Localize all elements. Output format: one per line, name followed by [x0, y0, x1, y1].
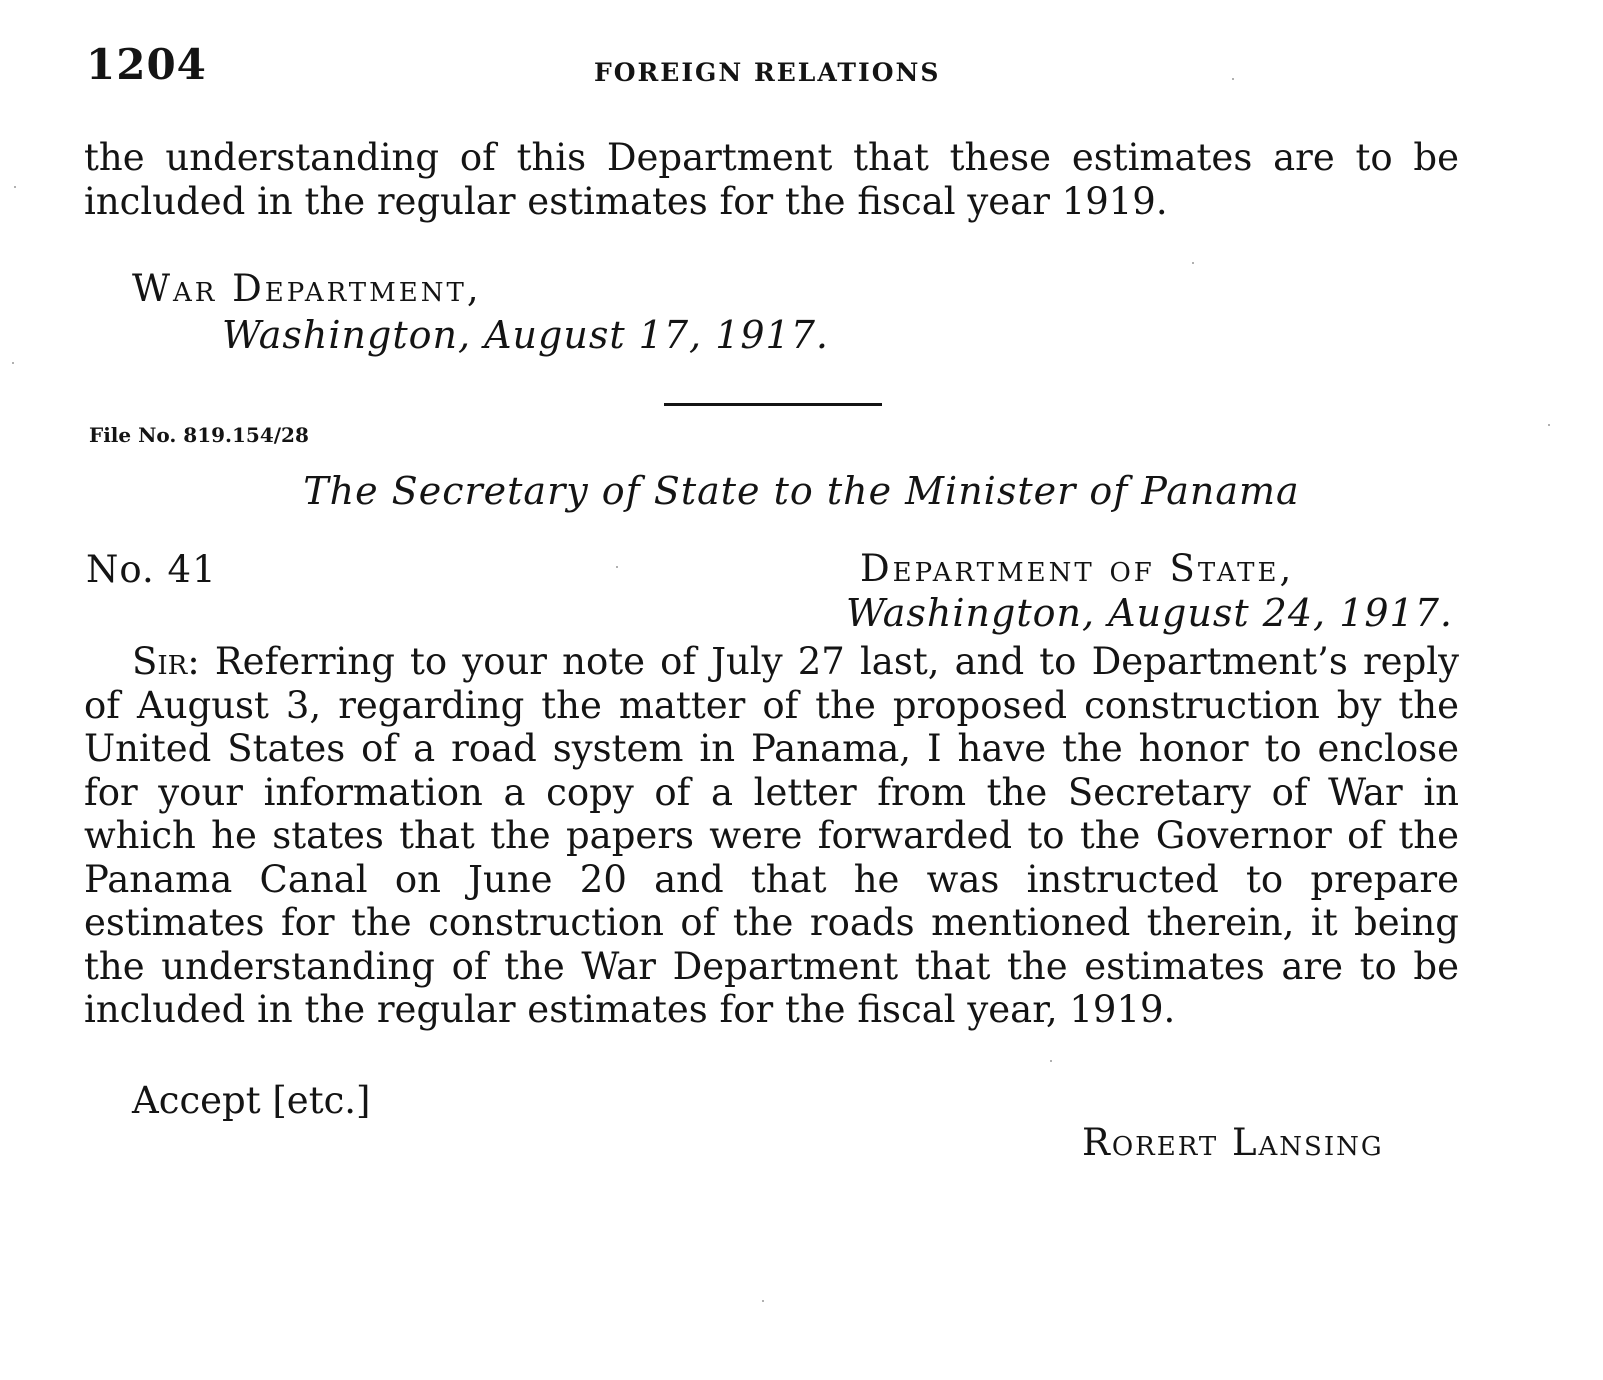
closing: Accept [etc.] — [132, 1079, 371, 1122]
salutation: Sir: — [132, 640, 200, 683]
print-speck — [1050, 1060, 1052, 1062]
print-speck — [616, 566, 618, 568]
print-speck — [1232, 78, 1234, 80]
print-speck — [12, 362, 14, 364]
enclosure-department: War Department, — [132, 267, 482, 310]
print-speck — [762, 1300, 764, 1302]
page-number: 1204 — [86, 40, 207, 89]
document-number: No. 41 — [86, 548, 217, 591]
sender-department: Department of State, — [860, 547, 1295, 590]
file-number: File No. 819.154/28 — [89, 423, 309, 447]
letter-body — [84, 640, 1459, 1032]
print-speck — [1548, 424, 1550, 426]
enclosure-date: Washington, August 17, 1917. — [222, 313, 829, 357]
letter-date: Washington, August 24, 1917. — [846, 591, 1453, 635]
letter-heading: The Secretary of State to the Minister of Panama — [303, 469, 1300, 513]
signature: Rorert Lansing — [1082, 1121, 1384, 1164]
running-title: FOREIGN RELATIONS — [594, 58, 941, 87]
continuation-paragraph: the understanding of this Department that these estimates are to be included in the regular estimates for the fiscal year 1919. — [84, 136, 1459, 223]
print-speck — [1192, 262, 1194, 264]
section-separator — [664, 403, 882, 406]
letter-body-text: Referring to your note of July 27 last, and to Department’s reply of August 3, regarding the matter of the proposed construction by the United States of a road system in Panama, I have the honor to enclose for your information a copy of a letter from the Secretary of War in which he states that the papers were forwarded to the Governor of the Panama Canal on June 20 and that he was instructed to prepare estimates for the construction of the roads mentioned therein, it being the understanding of the War Department that the estimates are to be included in the regular estimates for the fiscal year, 1919. — [84, 640, 1460, 1031]
print-speck — [14, 186, 16, 188]
